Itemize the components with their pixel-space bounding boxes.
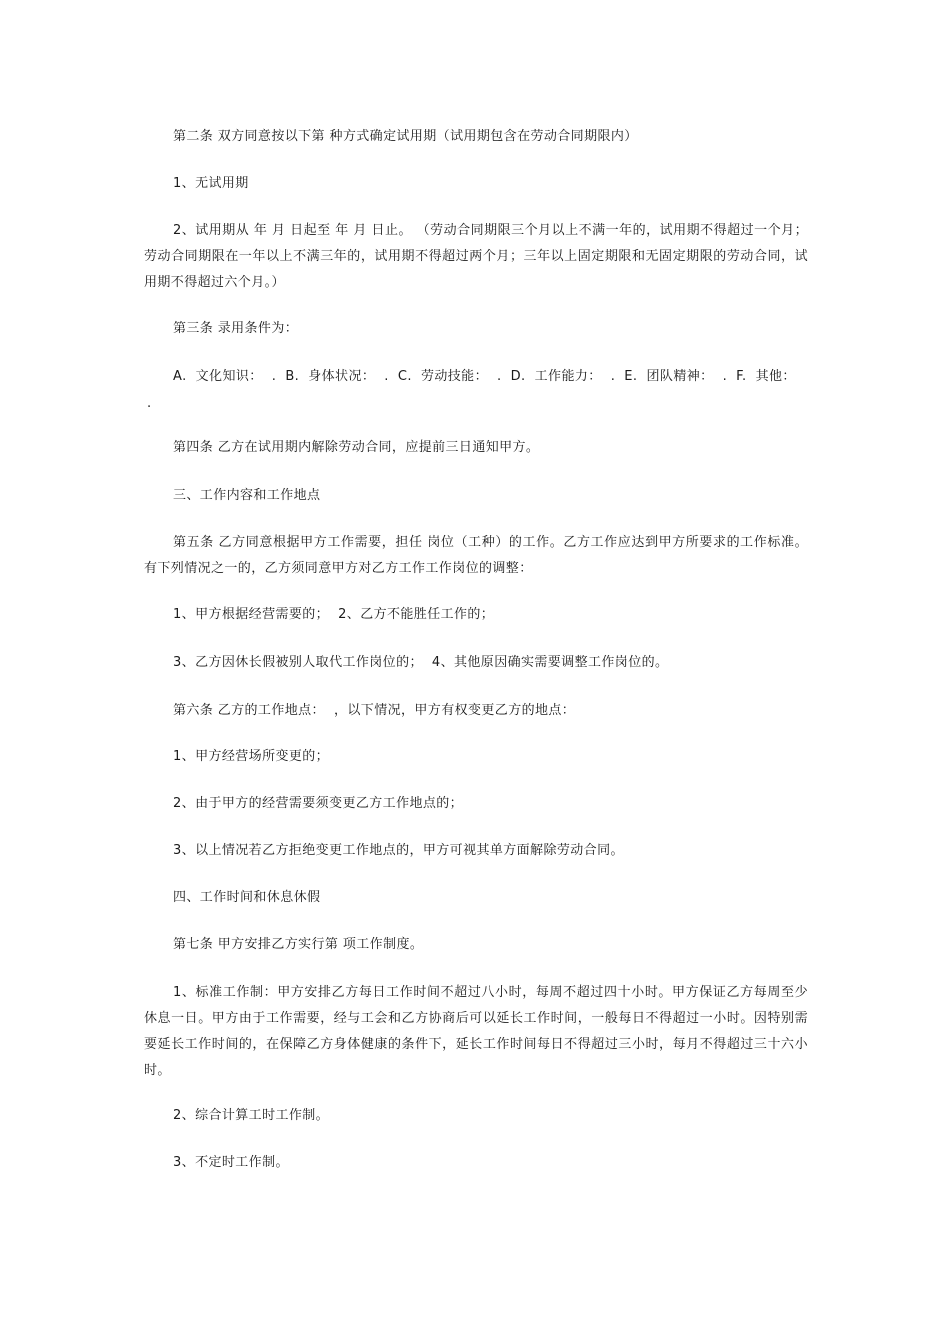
article-4: 第四条 乙方在试用期内解除劳动合同，应提前三日通知甲方。 — [173, 440, 540, 455]
hiring-conditions-continuation: . — [147, 396, 152, 411]
probation-option-2: 2、试用期从 年 月 日起至 年 月 日止。 （劳动合同期限三个月以上不满一年的，试用期不得超过一个月；劳动合同期限在一年以上不满三年的，试用期不得超过两个月；三年以上固定期限和无固定期限的劳动合同，试用期不得超过六个月。） — [144, 223, 808, 290]
location-case-1: 1、甲方经营场所变更的； — [173, 749, 330, 764]
article-6: 第六条 乙方的工作地点： ，以下情况，甲方有权变更乙方的地点： — [173, 703, 576, 718]
article-5: 第五条 乙方同意根据甲方工作需要，担任 岗位（工种）的工作。乙方工作应达到甲方所要求的工作标准。有下列情况之一的，乙方须同意甲方对乙方工作工作岗位的调整： — [144, 535, 808, 576]
location-case-3: 3、以上情况若乙方拒绝变更工作地点的，甲方可视其单方面解除劳动合同。 — [173, 843, 624, 858]
standard-work-system: 1、标准工作制：甲方安排乙方每日工作时间不超过八小时，每周不超过四十小时。甲方保证乙方每周至少休息一日。甲方由于工作需要，经与工会和乙方协商后可以延长工作时间，一般每日不得超过一小时。因特别需要延长工作时间的，在保障乙方身体健康的条件下，延长工作时间每日不得超过三小时，每月不得超过三十六小时。 — [144, 985, 808, 1078]
section-3-heading: 三、工作内容和工作地点 — [173, 488, 321, 503]
article-2-heading: 第二条 双方同意按以下第 种方式确定试用期（试用期包含在劳动合同期限内） — [173, 129, 638, 144]
comprehensive-hours-system: 2、综合计算工时工作制。 — [173, 1108, 330, 1123]
adjustment-cases-3-4: 3、乙方因休长假被别人取代工作岗位的； 4、其他原因确实需要调整工作岗位的。 — [173, 655, 669, 670]
article-7: 第七条 甲方安排乙方实行第 项工作制度。 — [173, 937, 424, 952]
article-3-heading: 第三条 录用条件为： — [173, 321, 299, 336]
flexible-hours-system: 3、不定时工作制。 — [173, 1155, 289, 1170]
location-case-2: 2、由于甲方的经营需要须变更乙方工作地点的； — [173, 796, 464, 811]
probation-option-1: 1、无试用期 — [173, 176, 249, 191]
section-4-heading: 四、工作时间和休息休假 — [173, 890, 321, 905]
hiring-conditions-list: A. 文化知识： . B. 身体状况： . C. 劳动技能： . D. 工作能力： . E. 团队精神： . F. 其他： — [173, 369, 796, 384]
adjustment-cases-1-2: 1、甲方根据经营需要的； 2、乙方不能胜任工作的； — [173, 607, 495, 622]
